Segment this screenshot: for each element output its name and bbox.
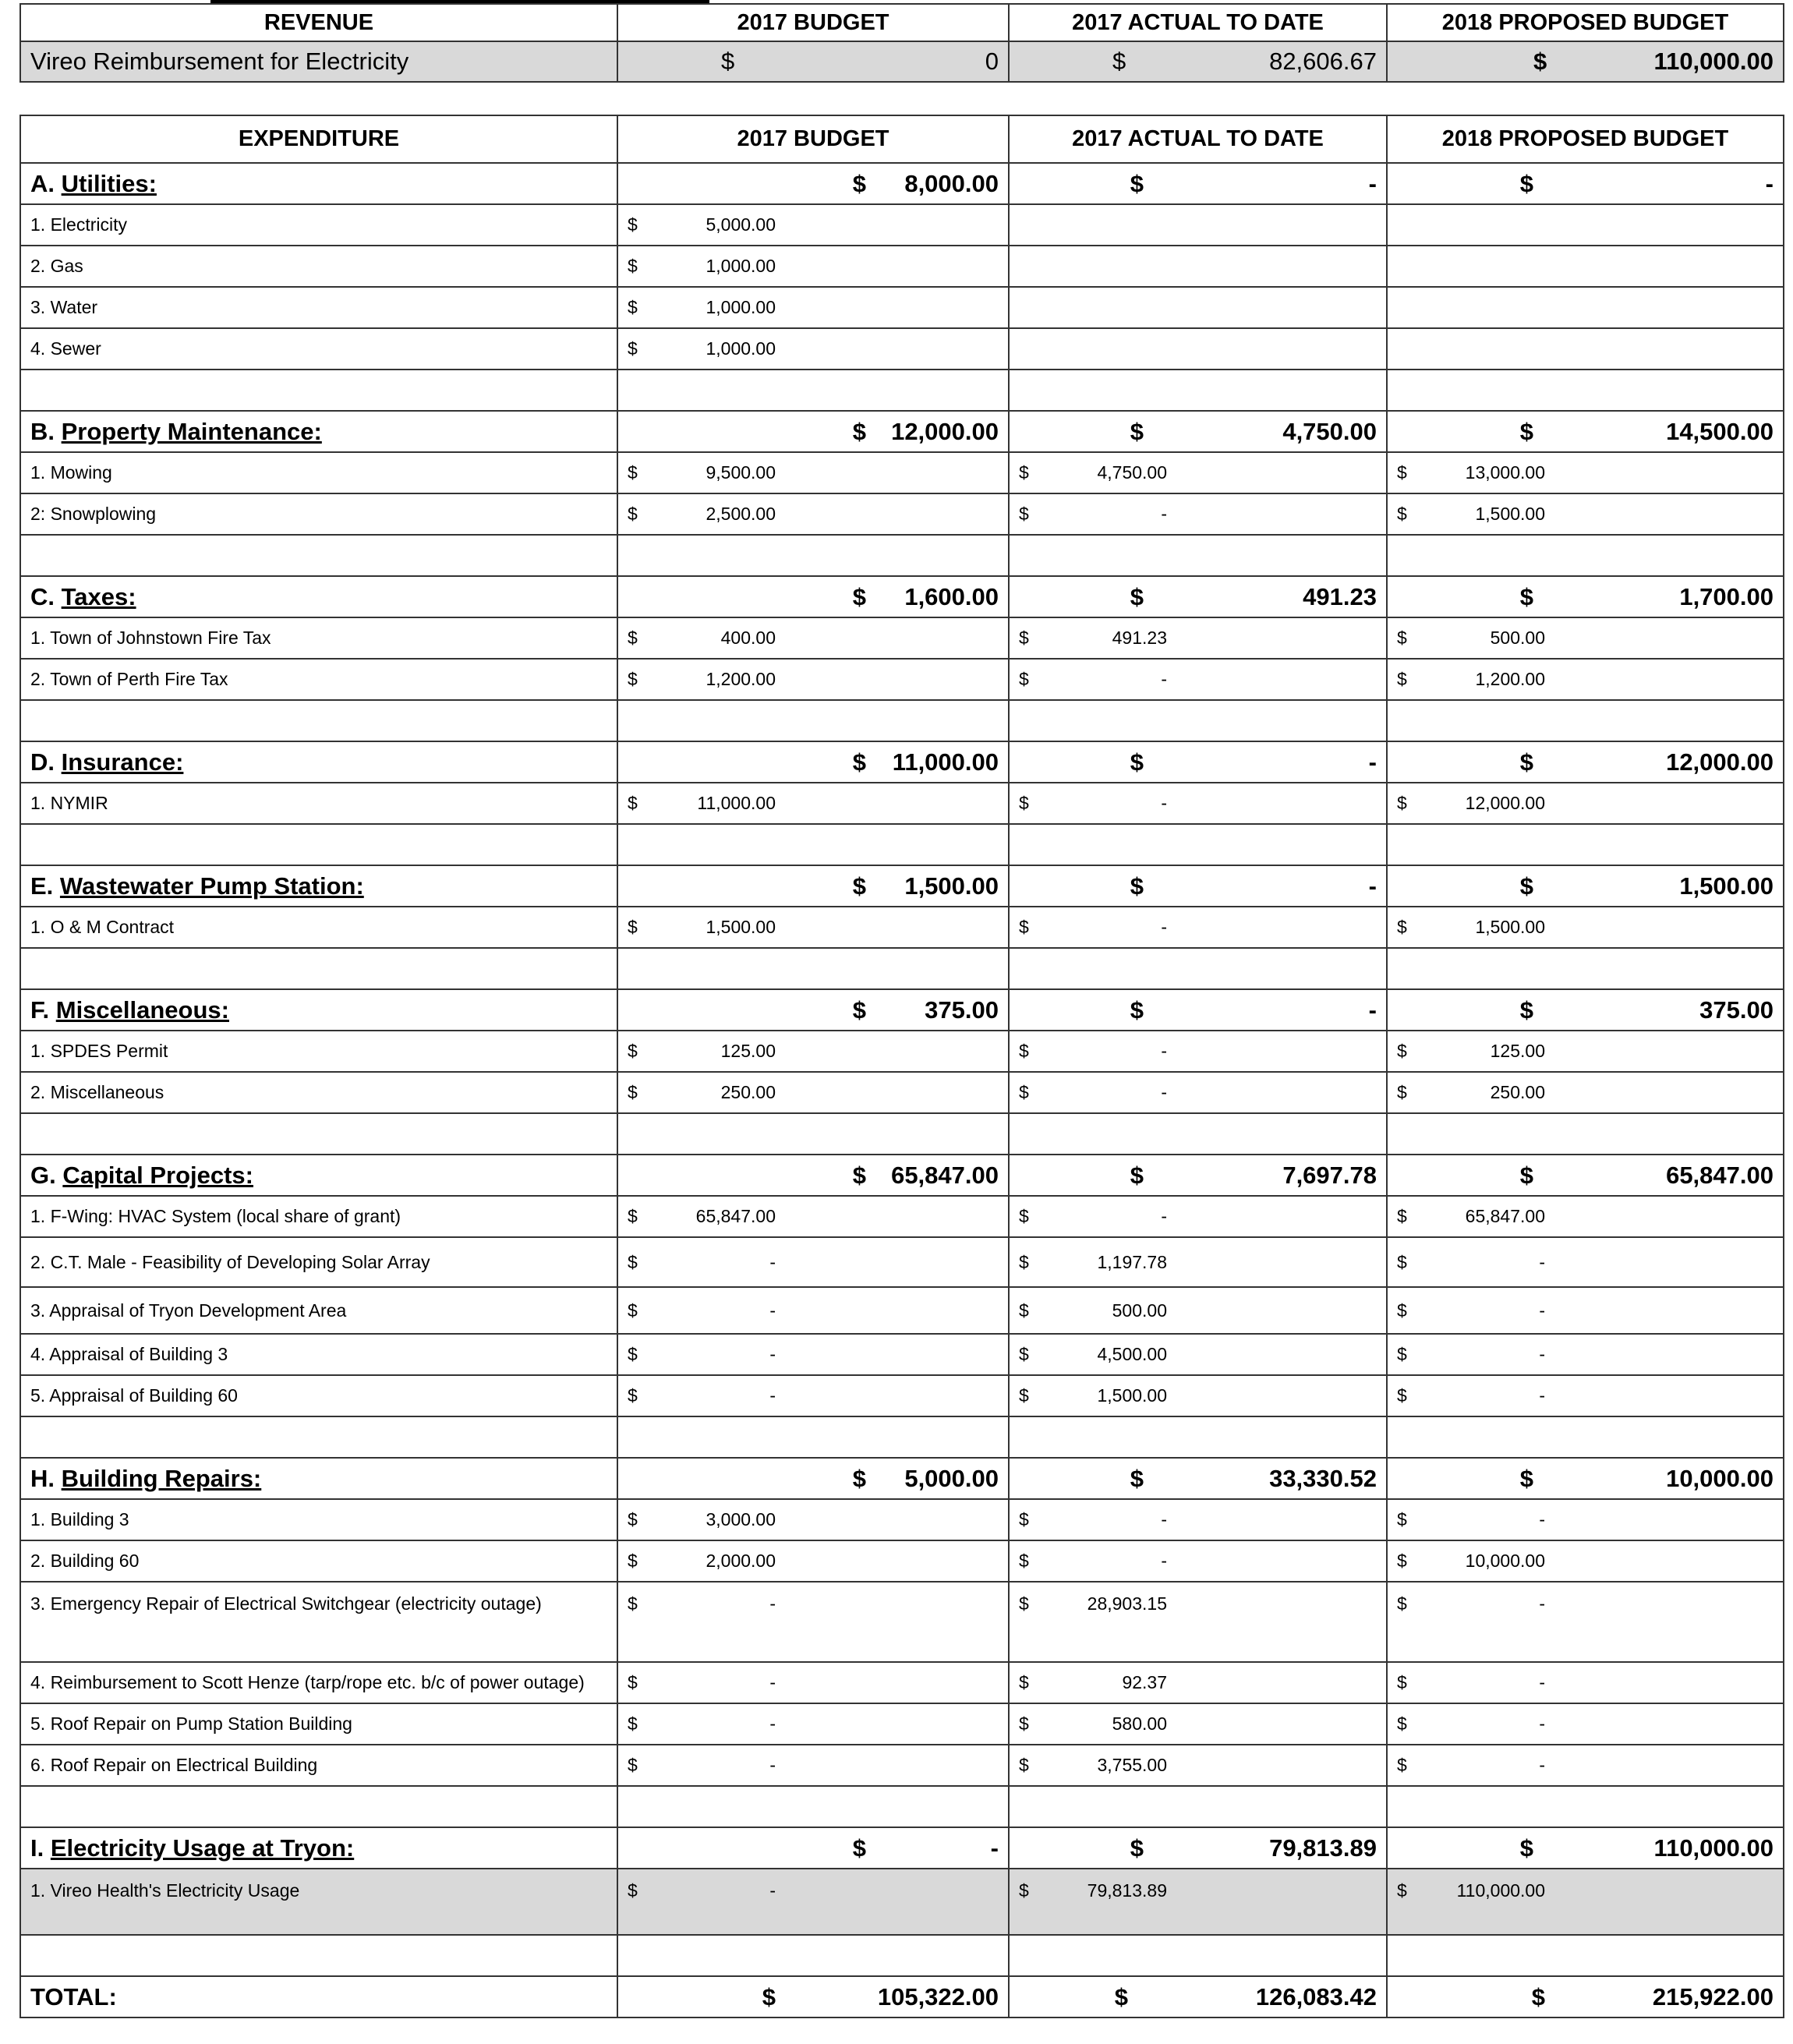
- item-row: [20, 617, 1784, 659]
- item-label: 3. Appraisal of Tryon Development Area: [20, 1287, 617, 1334]
- item-2018-proposed: -: [1539, 1385, 1545, 1406]
- section-2017-actual: 79,813.89: [1269, 1834, 1377, 1862]
- section-title: Miscellaneous:: [55, 995, 229, 1024]
- revenue-2017-actual: 82,606.67: [1269, 48, 1377, 75]
- currency-symbol: $: [1397, 1041, 1407, 1061]
- section-row-d: [20, 741, 1784, 783]
- item-2018-proposed: -: [1539, 1251, 1545, 1272]
- item-2018-proposed: 500.00: [1490, 628, 1545, 648]
- item-2017-actual: -: [1161, 504, 1167, 524]
- section-prefix: E.: [30, 872, 54, 900]
- currency-symbol: $: [1130, 417, 1144, 445]
- currency-symbol: $: [628, 1344, 638, 1364]
- item-2017-actual: 79,813.89: [1087, 1880, 1167, 1901]
- item-label: 1. O & M Contract: [20, 907, 617, 948]
- revenue-2018-proposed: 110,000.00: [1653, 48, 1774, 75]
- item-2017-actual: 491.23: [1112, 628, 1167, 648]
- currency-symbol: $: [1019, 1755, 1029, 1775]
- currency-symbol: $: [1397, 1385, 1407, 1406]
- item-2018-proposed: -: [1539, 1509, 1545, 1529]
- section-2018-proposed: 1,500.00: [1679, 872, 1774, 900]
- currency-symbol: $: [1130, 995, 1144, 1024]
- item-label: 3. Water: [20, 287, 617, 328]
- item-2018-proposed: 250.00: [1490, 1082, 1545, 1102]
- item-2017-budget: 1,500.00: [706, 917, 776, 937]
- currency-symbol: $: [1130, 582, 1144, 610]
- section-row-c: [20, 576, 1784, 617]
- currency-symbol: $: [1019, 1300, 1029, 1321]
- section-row-b: [20, 411, 1784, 452]
- currency-symbol: $: [1397, 1880, 1407, 1901]
- item-label: 6. Roof Repair on Electrical Building: [20, 1745, 617, 1786]
- currency-symbol: $: [1019, 793, 1029, 813]
- section-prefix: A.: [30, 169, 55, 197]
- item-2018-proposed: 110,000.00: [1456, 1880, 1545, 1901]
- item-2017-budget: 1,000.00: [706, 297, 776, 317]
- currency-symbol: $: [628, 1385, 638, 1406]
- section-title: Insurance:: [61, 748, 184, 776]
- item-label: 2. C.T. Male - Feasibility of Developing Solar Array: [20, 1237, 617, 1287]
- currency-symbol: $: [1130, 748, 1144, 776]
- item-2017-actual: -: [1161, 1509, 1167, 1529]
- currency-symbol: $: [1130, 872, 1144, 900]
- currency-symbol: $: [1519, 169, 1533, 197]
- section-2018-proposed: 375.00: [1699, 995, 1774, 1024]
- currency-symbol: $: [1397, 1593, 1407, 1614]
- item-2018-proposed: 13,000.00: [1465, 462, 1545, 483]
- item-2017-budget: -: [769, 1344, 776, 1364]
- currency-symbol: $: [1397, 1551, 1407, 1571]
- item-label: 1. SPDES Permit: [20, 1031, 617, 1072]
- item-2017-budget: 250.00: [720, 1082, 776, 1102]
- currency-symbol: $: [1531, 1982, 1545, 2010]
- currency-symbol: $: [1019, 1251, 1029, 1272]
- section-2018-proposed: -: [1765, 169, 1774, 197]
- item-label: 2. Town of Perth Fire Tax: [20, 659, 617, 700]
- expenditure-body: [20, 163, 1784, 1976]
- expenditure-table: [19, 115, 1784, 2018]
- revenue-table: [19, 3, 1784, 83]
- currency-symbol: $: [1397, 1509, 1407, 1529]
- item-row: [20, 1031, 1784, 1072]
- currency-symbol: $: [1397, 793, 1407, 813]
- expenditure-header-2018-proposed: 2018 PROPOSED BUDGET: [1387, 115, 1784, 163]
- currency-symbol: $: [628, 1041, 638, 1061]
- section-2017-budget: 11,000.00: [892, 748, 999, 776]
- currency-symbol: $: [628, 1713, 638, 1734]
- currency-symbol: $: [1019, 462, 1029, 483]
- item-row: [20, 452, 1784, 493]
- currency-symbol: $: [1130, 169, 1144, 197]
- currency-symbol: $: [1019, 1551, 1029, 1571]
- section-prefix: B.: [30, 417, 55, 445]
- section-title: Taxes:: [61, 582, 136, 610]
- item-2018-proposed: 125.00: [1490, 1041, 1545, 1061]
- item-2017-budget: -: [769, 1755, 776, 1775]
- section-2017-actual: -: [1368, 995, 1377, 1024]
- section-2017-actual: -: [1368, 748, 1377, 776]
- item-2017-budget: 9,500.00: [706, 462, 776, 483]
- section-2017-actual: -: [1368, 872, 1377, 900]
- currency-symbol: $: [1019, 1206, 1029, 1226]
- currency-symbol: $: [628, 1551, 638, 1571]
- item-2017-budget: -: [769, 1385, 776, 1406]
- revenue-header-2017-actual: 2017 ACTUAL TO DATE: [1009, 4, 1387, 41]
- item-2017-budget: 1,000.00: [706, 256, 776, 276]
- revenue-row-label: Vireo Reimbursement for Electricity: [20, 41, 617, 82]
- currency-symbol: $: [1019, 669, 1029, 689]
- currency-symbol: $: [1130, 1834, 1144, 1862]
- currency-symbol: $: [1397, 628, 1407, 648]
- item-label: 5. Roof Repair on Pump Station Building: [20, 1703, 617, 1745]
- section-2017-actual: 491.23: [1303, 582, 1377, 610]
- item-label: 2. Miscellaneous: [20, 1072, 617, 1113]
- currency-symbol: $: [1519, 1161, 1533, 1189]
- item-label: 4. Appraisal of Building 3: [20, 1334, 617, 1375]
- spacer-row: [20, 535, 1784, 576]
- currency-symbol: $: [628, 793, 638, 813]
- currency-symbol: $: [1519, 748, 1533, 776]
- item-2017-budget: -: [769, 1593, 776, 1614]
- item-2017-budget: -: [769, 1713, 776, 1734]
- section-title: Capital Projects:: [62, 1161, 253, 1189]
- item-2017-actual: 4,500.00: [1097, 1344, 1167, 1364]
- item-label: 1. Electricity: [20, 204, 617, 246]
- section-2018-proposed: 65,847.00: [1666, 1161, 1774, 1189]
- section-title: Property Maintenance:: [61, 417, 322, 445]
- section-2017-actual: 7,697.78: [1282, 1161, 1377, 1189]
- currency-symbol: $: [628, 1672, 638, 1692]
- item-row: [20, 493, 1784, 535]
- spacer-row: [20, 1935, 1784, 1976]
- currency-symbol: $: [628, 297, 638, 317]
- currency-symbol: $: [1397, 1300, 1407, 1321]
- item-2017-budget: 2,000.00: [706, 1551, 776, 1571]
- item-2017-budget: 400.00: [720, 628, 776, 648]
- item-label: 1. Mowing: [20, 452, 617, 493]
- currency-symbol: $: [628, 1251, 638, 1272]
- section-title: Utilities:: [61, 169, 157, 197]
- item-row: [20, 1072, 1784, 1113]
- section-2017-budget: 1,500.00: [904, 872, 999, 900]
- section-2017-budget: 12,000.00: [891, 417, 999, 445]
- currency-symbol: $: [1519, 872, 1533, 900]
- item-2018-proposed: -: [1539, 1713, 1545, 1734]
- item-2017-budget: 65,847.00: [695, 1206, 776, 1226]
- item-2017-actual: 92.37: [1122, 1672, 1167, 1692]
- currency-symbol: $: [1519, 1834, 1533, 1862]
- item-2017-budget: 3,000.00: [706, 1509, 776, 1529]
- currency-symbol: $: [1397, 1755, 1407, 1775]
- currency-symbol: $: [1397, 1672, 1407, 1692]
- total-2018-proposed: 215,922.00: [1652, 1982, 1774, 2010]
- item-row: [20, 287, 1784, 328]
- item-label: 1. NYMIR: [20, 783, 617, 824]
- item-2017-actual: 28,903.15: [1087, 1593, 1167, 1614]
- item-row: [20, 204, 1784, 246]
- currency-symbol: $: [1019, 504, 1029, 524]
- currency-symbol: $: [852, 1834, 866, 1862]
- currency-symbol: $: [628, 1300, 638, 1321]
- item-2017-budget: 11,000.00: [697, 793, 776, 813]
- item-row: [20, 1196, 1784, 1237]
- currency-symbol: $: [1130, 1161, 1144, 1189]
- revenue-row: [20, 41, 1784, 82]
- currency-symbol: $: [1397, 504, 1407, 524]
- expenditure-header-2017-actual: 2017 ACTUAL TO DATE: [1009, 115, 1387, 163]
- section-2017-actual: -: [1368, 169, 1377, 197]
- section-prefix: D.: [30, 748, 55, 776]
- item-label: 1. F-Wing: HVAC System (local share of grant): [20, 1196, 617, 1237]
- currency-symbol: $: [1112, 48, 1126, 75]
- item-label: 1. Town of Johnstown Fire Tax: [20, 617, 617, 659]
- section-prefix: H.: [30, 1464, 55, 1492]
- section-2017-actual: 4,750.00: [1282, 417, 1377, 445]
- item-2018-proposed: 1,200.00: [1475, 669, 1545, 689]
- currency-symbol: $: [1019, 1344, 1029, 1364]
- currency-symbol: $: [852, 1161, 866, 1189]
- item-2018-proposed: 1,500.00: [1475, 917, 1545, 937]
- currency-symbol: $: [1397, 1082, 1407, 1102]
- item-label: 4. Sewer: [20, 328, 617, 370]
- item-2018-proposed: 1,500.00: [1475, 504, 1545, 524]
- item-row: [20, 1237, 1784, 1287]
- item-2017-actual: -: [1161, 1082, 1167, 1102]
- currency-symbol: $: [628, 214, 638, 235]
- item-2017-budget: -: [769, 1251, 776, 1272]
- item-row: [20, 246, 1784, 287]
- item-2017-actual: 3,755.00: [1097, 1755, 1167, 1775]
- item-row: [20, 1869, 1784, 1935]
- currency-symbol: $: [628, 628, 638, 648]
- currency-symbol: $: [1114, 1982, 1128, 2010]
- currency-symbol: $: [1019, 1082, 1029, 1102]
- currency-symbol: $: [1519, 417, 1533, 445]
- currency-symbol: $: [628, 504, 638, 524]
- currency-symbol: $: [628, 1509, 638, 1529]
- item-row: [20, 1375, 1784, 1416]
- item-row: [20, 659, 1784, 700]
- item-2017-budget: 5,000.00: [706, 214, 776, 235]
- item-label: 2: Snowplowing: [20, 493, 617, 535]
- currency-symbol: $: [628, 669, 638, 689]
- currency-symbol: $: [628, 1082, 638, 1102]
- currency-symbol: $: [628, 338, 638, 359]
- item-2018-proposed: 10,000.00: [1465, 1551, 1545, 1571]
- item-2017-actual: -: [1161, 1041, 1167, 1061]
- item-2017-actual: -: [1161, 1206, 1167, 1226]
- item-label: 1. Building 3: [20, 1499, 617, 1540]
- currency-symbol: $: [1019, 1880, 1029, 1901]
- currency-symbol: $: [852, 582, 866, 610]
- currency-symbol: $: [1397, 669, 1407, 689]
- currency-symbol: $: [1519, 582, 1533, 610]
- section-2017-budget: 8,000.00: [904, 169, 999, 197]
- item-2017-actual: 1,500.00: [1097, 1385, 1167, 1406]
- item-2018-proposed: -: [1539, 1300, 1545, 1321]
- currency-symbol: $: [1019, 917, 1029, 937]
- section-title: Electricity Usage at Tryon:: [50, 1834, 355, 1862]
- item-row: [20, 1540, 1784, 1582]
- item-2017-budget: -: [769, 1880, 776, 1901]
- revenue-header-label: REVENUE: [20, 4, 617, 41]
- item-2017-actual: 4,750.00: [1097, 462, 1167, 483]
- item-2017-budget: 1,200.00: [706, 669, 776, 689]
- section-2017-budget: 375.00: [925, 995, 999, 1024]
- currency-symbol: $: [1397, 1206, 1407, 1226]
- section-row-h: [20, 1458, 1784, 1499]
- total-2017-budget: 105,322.00: [877, 1982, 999, 2010]
- currency-symbol: $: [1019, 1672, 1029, 1692]
- section-2017-actual: 33,330.52: [1269, 1464, 1377, 1492]
- item-row: [20, 1582, 1784, 1662]
- item-row: [20, 1745, 1784, 1786]
- item-row: [20, 1334, 1784, 1375]
- section-2017-budget: 1,600.00: [904, 582, 999, 610]
- section-row-g: [20, 1155, 1784, 1196]
- item-2017-actual: -: [1161, 793, 1167, 813]
- item-row: [20, 1499, 1784, 1540]
- total-row: [20, 1976, 1784, 2017]
- currency-symbol: $: [852, 169, 866, 197]
- revenue-header-2018-proposed: 2018 PROPOSED BUDGET: [1387, 4, 1784, 41]
- item-2017-actual: 580.00: [1112, 1713, 1167, 1734]
- item-row: [20, 328, 1784, 370]
- item-label: 3. Emergency Repair of Electrical Switchgear (electricity outage): [20, 1582, 617, 1662]
- section-2017-budget: -: [990, 1834, 999, 1862]
- currency-symbol: $: [628, 1755, 638, 1775]
- item-2018-proposed: 12,000.00: [1465, 793, 1545, 813]
- section-prefix: I.: [30, 1834, 44, 1862]
- item-row: [20, 907, 1784, 948]
- spacer-row: [20, 1416, 1784, 1458]
- currency-symbol: $: [1130, 1464, 1144, 1492]
- currency-symbol: $: [721, 48, 735, 75]
- currency-symbol: $: [1519, 995, 1533, 1024]
- currency-symbol: $: [628, 462, 638, 483]
- item-label: 2. Building 60: [20, 1540, 617, 1582]
- section-row-f: [20, 989, 1784, 1031]
- item-2017-budget: 125.00: [720, 1041, 776, 1061]
- currency-symbol: $: [1019, 1713, 1029, 1734]
- item-label: 5. Appraisal of Building 60: [20, 1375, 617, 1416]
- item-2017-actual: 500.00: [1112, 1300, 1167, 1321]
- item-row: [20, 783, 1784, 824]
- currency-symbol: $: [1019, 1385, 1029, 1406]
- currency-symbol: $: [1397, 462, 1407, 483]
- currency-symbol: $: [852, 995, 866, 1024]
- item-row: [20, 1287, 1784, 1334]
- currency-symbol: $: [628, 1206, 638, 1226]
- currency-symbol: $: [852, 872, 866, 900]
- section-2018-proposed: 1,700.00: [1679, 582, 1774, 610]
- revenue-2017-budget: 0: [985, 48, 999, 75]
- spacer-row: [20, 948, 1784, 989]
- currency-symbol: $: [1019, 1041, 1029, 1061]
- currency-symbol: $: [1397, 1713, 1407, 1734]
- item-2017-actual: -: [1161, 669, 1167, 689]
- currency-symbol: $: [1019, 628, 1029, 648]
- item-row: [20, 1662, 1784, 1703]
- currency-symbol: $: [762, 1982, 776, 2010]
- currency-symbol: $: [628, 256, 638, 276]
- item-2018-proposed: -: [1539, 1755, 1545, 1775]
- expenditure-header-label: EXPENDITURE: [20, 115, 617, 163]
- revenue-header-2017-budget: 2017 BUDGET: [617, 4, 1009, 41]
- item-2017-actual: 1,197.78: [1097, 1251, 1167, 1272]
- section-title: Building Repairs:: [61, 1464, 262, 1492]
- section-2018-proposed: 12,000.00: [1666, 748, 1774, 776]
- section-prefix: G.: [30, 1161, 56, 1189]
- currency-symbol: $: [852, 748, 866, 776]
- currency-symbol: $: [852, 1464, 866, 1492]
- section-2018-proposed: 10,000.00: [1666, 1464, 1774, 1492]
- currency-symbol: $: [1397, 917, 1407, 937]
- section-title: Wastewater Pump Station:: [59, 872, 364, 900]
- item-2018-proposed: -: [1539, 1672, 1545, 1692]
- currency-symbol: $: [1019, 1509, 1029, 1529]
- section-row-a: [20, 163, 1784, 204]
- section-2017-budget: 65,847.00: [891, 1161, 999, 1189]
- total-2017-actual: 126,083.42: [1255, 1982, 1377, 2010]
- item-2017-budget: -: [769, 1672, 776, 1692]
- currency-symbol: $: [628, 1593, 638, 1614]
- item-2017-budget: 2,500.00: [706, 504, 776, 524]
- spacer-row: [20, 700, 1784, 741]
- item-2017-budget: -: [769, 1300, 776, 1321]
- section-2018-proposed: 14,500.00: [1666, 417, 1774, 445]
- currency-symbol: $: [852, 417, 866, 445]
- spacer-row: [20, 1113, 1784, 1155]
- currency-symbol: $: [1019, 1593, 1029, 1614]
- item-label: 2. Gas: [20, 246, 617, 287]
- currency-symbol: $: [1397, 1251, 1407, 1272]
- spacer-row: [20, 370, 1784, 411]
- section-prefix: F.: [30, 995, 50, 1024]
- item-label: 1. Vireo Health's Electricity Usage: [20, 1869, 617, 1935]
- expenditure-header-2017-budget: 2017 BUDGET: [617, 115, 1009, 163]
- section-row-e: [20, 865, 1784, 907]
- item-2017-actual: -: [1161, 1551, 1167, 1571]
- item-label: 4. Reimbursement to Scott Henze (tarp/rope etc. b/c of power outage): [20, 1662, 617, 1703]
- item-2018-proposed: 65,847.00: [1465, 1206, 1545, 1226]
- spacer-row: [20, 1786, 1784, 1827]
- currency-symbol: $: [628, 917, 638, 937]
- section-2017-budget: 5,000.00: [904, 1464, 999, 1492]
- currency-symbol: $: [1519, 1464, 1533, 1492]
- section-row-i: [20, 1827, 1784, 1869]
- currency-symbol: $: [1533, 48, 1547, 75]
- item-2018-proposed: -: [1539, 1344, 1545, 1364]
- item-2018-proposed: -: [1539, 1593, 1545, 1614]
- spacer-row: [20, 824, 1784, 865]
- item-2017-actual: -: [1161, 917, 1167, 937]
- item-2017-budget: 1,000.00: [706, 338, 776, 359]
- section-prefix: C.: [30, 582, 55, 610]
- item-row: [20, 1703, 1784, 1745]
- section-2018-proposed: 110,000.00: [1653, 1834, 1774, 1862]
- currency-symbol: $: [1397, 1344, 1407, 1364]
- total-label: TOTAL:: [20, 1976, 617, 2017]
- currency-symbol: $: [628, 1880, 638, 1901]
